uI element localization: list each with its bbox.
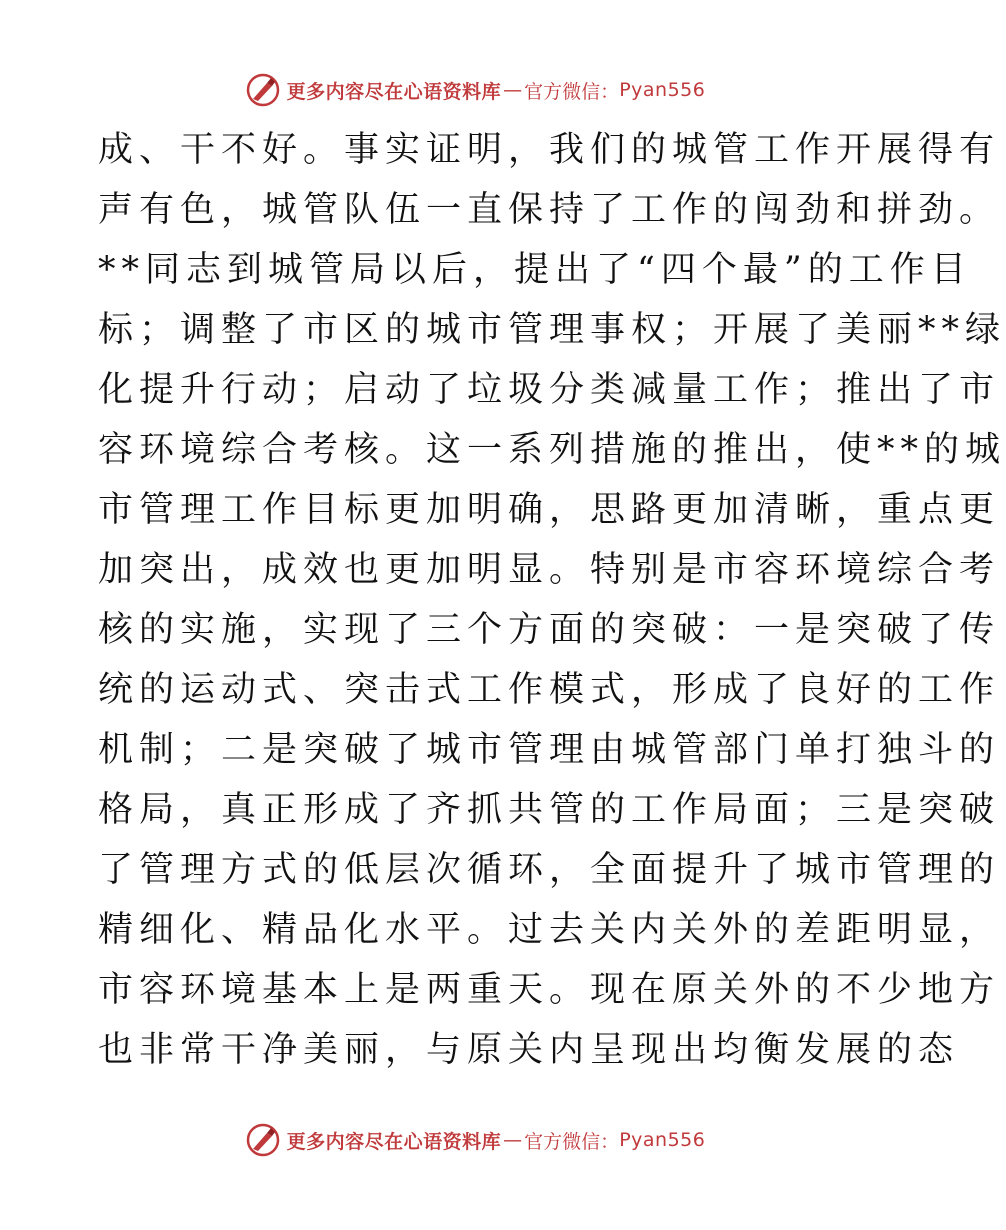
body-line: 化提升行动；启动了垃圾分类减量工作；推出了市 [98,370,1001,410]
pen-logo-icon [245,72,281,108]
watermark-label: 官方微信： [524,80,620,103]
body-line: 统的运动式、突击式工作模式，形成了良好的工作 [98,670,1001,710]
body-line: 声有色，城管队伍一直保持了工作的闯劲和拼劲。 [98,190,1001,230]
body-line: **同志到城管局以后，提出了“四个最”的工作目 [98,250,972,290]
body-line: 核的实施，实现了三个方面的突破：一是突破了传 [98,610,1001,650]
footer-watermark [0,1120,950,1160]
watermark-separator: — [503,1129,523,1151]
body-line: 加突出，成效也更加明显。特别是市容环境综合考 [98,550,1001,590]
watermark-label: 官方微信： [524,1130,620,1153]
watermark-separator: — [503,79,523,101]
body-line: 市管理工作目标更加明确，思路更加清晰，重点更 [98,490,1001,530]
body-line: 格局，真正形成了齐抓共管的工作局面；三是突破 [98,790,1001,830]
body-line: 成、干不好。事实证明，我们的城管工作开展得有 [98,130,1001,170]
body-line: 标；调整了市区的城市管理事权；开展了美丽**绿 [98,310,1006,350]
watermark-id: Pyan556 [619,79,706,101]
watermark-id: Pyan556 [619,1129,706,1151]
body-line: 机制；二是突破了城市管理由城管部门单打独斗的 [98,730,1001,770]
document-body [98,120,1006,1080]
watermark-lead: 更多内容尽在心语资料库 [286,1130,502,1153]
watermark-lead: 更多内容尽在心语资料库 [286,80,502,103]
body-line: 了管理方式的低层次循环，全面提升了城市管理的 [98,850,1001,890]
header-watermark [0,70,950,110]
body-line: 容环境综合考核。这一系列措施的推出，使**的城 [98,430,1006,470]
body-line: 市容环境基本上是两重天。现在原关外的不少地方 [98,970,1001,1010]
body-line: 精细化、精品化水平。过去关内关外的差距明显， [98,910,1001,950]
body-line: 也非常干净美丽，与原关内呈现出均衡发展的态 [98,1030,960,1070]
pen-logo-icon [245,1122,281,1158]
